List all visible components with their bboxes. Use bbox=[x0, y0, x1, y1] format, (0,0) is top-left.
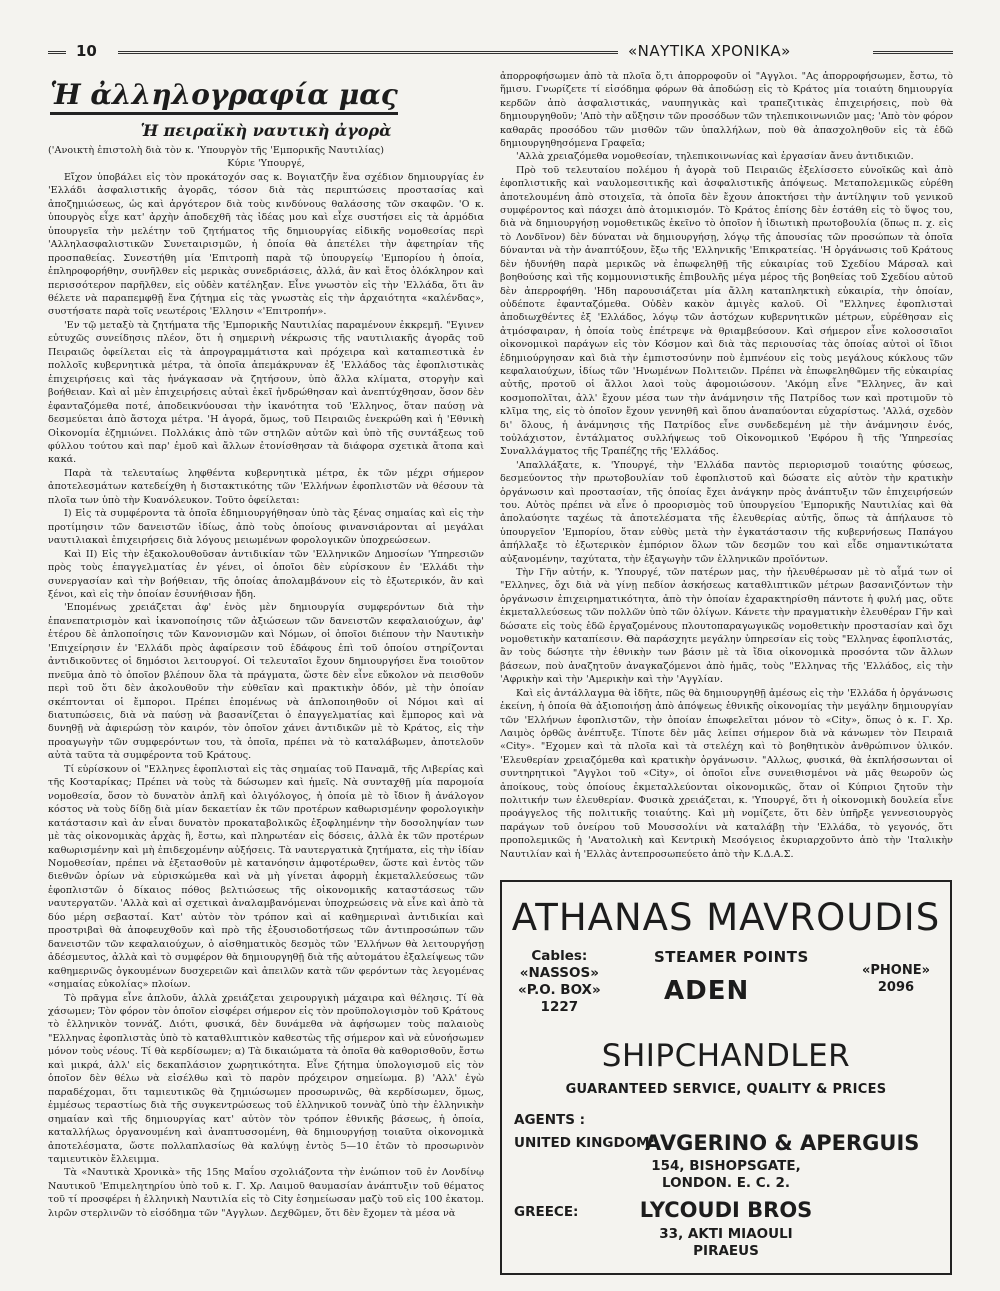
left-column bbox=[48, 70, 484, 1220]
article-body-right bbox=[500, 70, 953, 861]
paragraph: 'Αλλὰ χρειαζόμεθα νομοθεσίαν, τηλεπικοινωνίας καὶ ἐργασίαν ἄνευ ἀντιδικιῶν. bbox=[516, 151, 914, 163]
ad-po-box-value: 1227 bbox=[540, 999, 579, 1015]
paragraph: I) Εἰς τὰ συμφέροντα τὰ ὁποῖα ἐδημιουργήθησαν ὑπὸ τὰς ξένας σημαίας καὶ εἰς τὴν προτίμησιν τῶν δανειστῶν ἰδίως, ἀπὸ τοὺς ὁποίους φινανσιάρονται αἱ μεγάλαι ναυτιλιακαὶ ἐπιχειρήσεις διὰ λόγους μειωμένων φορολογικῶν ὑποχρεώσεων. bbox=[48, 508, 484, 547]
ad-greece-address bbox=[502, 1226, 950, 1260]
ad-phone-label: «PHONE» bbox=[861, 963, 930, 978]
header-rule bbox=[48, 51, 66, 54]
ad-city: ADEN bbox=[664, 976, 750, 1006]
paragraph: ἀπορροφήσωμεν ἀπὸ τὰ πλοῖα ὅ,τι ἀπορροφοῦν οἱ "Αγγλοι. "Ας ἀπορροφήσωμεν, ἔστω, τὸ ἥμισυ. Γνωρίζετε τί εἰσόδημα φόρων θὰ ἀποδώσῃ εἰς τὸ Κράτος μία τοιαύτη δημιουργία κερδῶν ἀπὸ ἀσφαλιστικάς, ναυπηγικὰς καὶ τραπεζιτικὰς ἐπιχειρήσεις, ποὺ θὰ δημιουργηθοῦν; 'Απὸ τὴν αὔξησιν τῶν προσόδων τῶν τηλεπικοινωνιῶν μας; 'Απὸ τὸν φόρον καθαρᾶς προσόδου τῶν μισθῶν τῶν ὑπαλλήλων, ποὺ θὰ ἀπασχοληθοῦν εἰς τὰ ἐδῶ δημιουργηθησόμενα Γραφεῖα; bbox=[500, 71, 953, 150]
paragraph: Παρὰ τὰ τελευταίως ληφθέντα κυβερνητικὰ μέτρα, ἐκ τῶν μέχρι σήμερον ἀποτελεσμάτων κατεδείχθη ἡ διστακτικότης τῶν 'Ελλήνων ἐφοπλιστῶν νὰ θέσουν τὰ πλοῖα των ὑπὸ τὴν Κυανόλευκον. Τοῦτο ὀφείλεται: bbox=[48, 467, 484, 506]
ad-business-type: SHIPCHANDLER bbox=[601, 1038, 851, 1074]
ad-cables-value: «NASSOS» bbox=[519, 965, 599, 981]
ad-uk-agent: AVGERINO & APERGUIS bbox=[645, 1131, 920, 1155]
salutation: Κύριε 'Υπουργέ, bbox=[227, 158, 305, 170]
ad-greece-label: GREECE: bbox=[514, 1204, 579, 1220]
article-subheading: ('Ανοικτὴ ἐπιστολὴ διὰ τὸν κ. 'Υπουργὸν τῆς 'Εμπορικῆς Ναυτιλίας) bbox=[48, 145, 385, 156]
ad-company-name: ATHANAS MAVROUDIS bbox=[511, 896, 941, 939]
page-header bbox=[48, 44, 953, 66]
page-number: 10 bbox=[76, 42, 97, 60]
paragraph: Τὸ πρᾶγμα εἶνε ἁπλοῦν, ἀλλὰ χρειάζεται χειρουργικὴ μάχαιρα καὶ θέλησις. Τί θὰ χάσωμεν; Τὸν φόρον τὸν ὁποῖον εἰσφέρει σήμερον εἰς τὸν προϋπολογισμὸν τοῦ Κράτους τὸ ἑλληνικὸν τοννάζ. Διότι, φυσικά, δὲν δυνάμεθα νὰ ἀφήσωμεν τοὺς παλαιοὺς "Ελληνας ἐφοπλιστὰς ὑπὸ τὸ καταθλιπτικὸν καθεστὼς τῆς σήμερον καὶ νὰ εὐνοήσωμεν μόνον τοὺς νέους. Τί θὰ κερδίσωμεν; α) Τὰ δικαιώματα τὰ ὁποῖα θὰ καθορισθοῦν, ἔστω καὶ μικρά, ἀλλ' εἰς δεκαπλάσιον χωρητικότητα. Εἶνε ζήτημα ὑπολογισμοῦ εἰς τὸν ὁποῖον δὲν θέλω νὰ εἰσέλθω καὶ τὸ παρὸν πρόχειρον σημείωμα. β) 'Αλλ' ἐγὼ παραδέχομαι, ὅτι ταμιευτικῶς θὰ ζημιώσωμεν προσωρινῶς, θὰ κερδίσωμεν, ὅμως, ἐμμέσως τεραστίως διὰ τῆς συγκεντρώσεως τοῦ ἑλληνικοῦ τοννὰζ ὑπὸ τὴν ἑλληνικὴν σημαίαν καὶ τῆς δημιουργίας κατ' αὐτὸν τὸν τρόπον ἐθνικῆς βάσεως, ἡ ὁποία, καταλλήλως ὀργανουμένη καὶ ἀναπτυσσομένη, θὰ δημιουργήσῃ τοιαῦτα οἰκονομικὰ ἀποτελέσματα, ὥστε πολλαπλασίως θὰ καλύψῃ ἐντὸς 5—10 ἐτῶν τὸ προσωρινὸν ταμιευτικὸν ἔλλειμμα. bbox=[48, 992, 484, 1165]
ad-steamer-points: STEAMER POINTS bbox=[654, 948, 809, 966]
paragraph: Τί εὑρίσκουν οἱ "Ελληνες ἐφοπλισταὶ εἰς τὰς σημαίας τοῦ Παναμᾶ, τῆς Λιβερίας καὶ τῆς Κοσταρίκας; Πρέπει νὰ τοὺς τὰ δώσωμεν καὶ ἡμεῖς. Νὰ συνταχθῇ μία παρομοία νομοθεσία, ὅσον τὸ δυνατὸν ἁπλῆ καὶ ὀλιγόλογος, ἡ ὁποία μὲ τὸ ἴδιον ἢ ἀνάλογον κόστος νὰ τοὺς δίδῃ διὰ μίαν δεκαετίαν ἐκ τῶν προτέρων καθωρισμένην φορολογικὴν κατάστασιν καὶ ἀν εἶναι δυνατὸν προκαταβολικῶς ἐξοφλημένην τὴν δοσοληψίαν των μὲ τὰς οἰκονομικὰς ἀρχὰς ἢ, ἔστω, καὶ πληρωτέαν εἰς δόσεις, ἀλλὰ ἐκ τῶν προτέρων καθωρισμένην καὶ μὴ ἐπιδεχομένην αὐξήσεις. Τὰ ναυτεργατικὰ ζητήματα, εἰς τὴν ἰδίαν Νομοθεσίαν, πρέπει νὰ ἐξετασθοῦν μὲ κατανόησιν ἀμφοτέρωθεν, ὥστε καὶ ἐντὸς τῶν διεθνῶν ὁρίων νὰ εὑρισκώμεθα καὶ νὰ μὴ γίνεται ἀφορμὴ ἐκμεταλλεύσεως τῶν ἐφοπλιστῶν ὁ δίκαιος πόθος βελτιώσεως τῆς οἰκονομικῆς καταστάσεως τῶν ναυτεργατῶν. 'Αλλὰ καὶ αἱ σχετικαὶ ἀναλαμβανόμεναι ὑποχρεώσεις νὰ εἶνε καὶ ἀπὸ τὰ δύο μέρη σεβασταί. Κατ' αὐτὸν τὸν τρόπον καὶ αἱ καθημεριναὶ ἀντιδικίαι καὶ προστριβαὶ θὰ ἀποφευχθοῦν καὶ πρὸ τῆς ἐξουσιοδοτήσεως τῶν ἀντιπροσώπων τῶν δανειστῶν τῶν κεφαλαιούχων, ὁ αἰσθηματικὸς δεσμὸς τῶν 'Ελλήνων θὰ λειτουργήσῃ ἀδέσμευτος, ἀλλὰ καὶ τὸ συμφέρον θὰ δημιουργηθῇ διὰ τῆς αὐτομάτου ἐξαλείψεως τῶν καθημερινῶς ὀγκουμένων δυσχερειῶν καὶ ἀπειλῶν κατὰ τῶν φερόντων τὰς λεγομένας «σημαίας εὐκολίας» πλοίων. bbox=[48, 763, 484, 991]
advertisement bbox=[500, 880, 952, 1275]
section-title: Ἡ ἀλληλογραφία μας bbox=[50, 78, 398, 115]
ad-tagline: GUARANTEED SERVICE, QUALITY & PRICES bbox=[565, 1082, 887, 1097]
ad-phone-value: 2096 bbox=[877, 980, 915, 995]
ad-phone-block bbox=[862, 962, 930, 996]
ad-greece-address-line: PIRAEUS bbox=[693, 1243, 759, 1259]
article-body-left bbox=[48, 144, 484, 1220]
paragraph: Εἴχον ὑποβάλει εἰς τὸν προκάτοχόν σας κ. Βογιατζῆν ἕνα σχέδιον δημιουργίας ἐν 'Ελλάδι ἀσφαλιστικῆς ἀγορᾶς, τόσον διὰ τὰς περιπτώσεις προστασίας καὶ ἀποζημιώσεως, ὡς καὶ ἀργότερον διὰ τοὺς κινδύνους θαλάσσης τῶν σκαφῶν. 'Ο κ. ὑπουργὸς εἶχε κατ' ἀρχὴν ἀποδεχθῆ τὰς ἰδέας μου καὶ εἶχε συστήσει εἰς τὰ ἁρμόδια ὑπουργεῖα τὴν μελέτην τοῦ ζητήματος τῆς δημιουργίας εἰδικῆς νομοθεσίας περὶ 'Αλληλασφαλιστικῶν Συνεταιρισμῶν, ἡ ὁποία θὰ ἀπετέλει τὴν ἀφετηρίαν τῆς προσπαθείας. Συνεστήθη μία 'Επιτροπὴ παρὰ τῷ ὑπουργείῳ 'Εμπορίου ἡ ὁποία, ἐπληροφορήθην, συνῆλθεν εἰς μερικὰς συνεδριάσεις, ἀλλά, ἂν καὶ ἔτος ὁλόκληρον καὶ περισσότερον παρῆλθεν, εἰς οὐδὲν κατέληξαν. Εἶνε γνωστὸν εἰς τὴν 'Ελλάδα, ὅτι ἂν θέλετε νὰ παραπεμφθῇ ἕνα ζήτημα εἰς τὰς γνωστὰς εἰς τὴν ἀρχαιότητα «καλένδας», συστήσατε παρὰ τοῖς νεωτέροις 'Ελλησιν «'Επιτροπήν». bbox=[48, 171, 484, 318]
masthead: «ΝΑΥΤΙΚΑ ΧΡΟΝΙΚΑ» bbox=[628, 42, 791, 60]
ad-uk-address bbox=[502, 1158, 950, 1192]
header-rule bbox=[118, 51, 618, 54]
header-rule bbox=[873, 51, 953, 54]
ad-greece-address-line: 33, AKTI MIAOULI bbox=[659, 1226, 793, 1242]
paragraph: 'Απαλλάξατε, κ. 'Υπουργέ, τὴν 'Ελλάδα παντὸς περιορισμοῦ τοιαύτης φύσεως, δεσμεύοντος τὴν πρωτοβουλίαν τοῦ ἐφοπλιστοῦ καὶ δώσατε εἰς αὐτὸν τὴν κρατικὴν ὀργάνωσιν καὶ προστασίαν, τῆς ὁποίας ἔχει ἀνάγκην πρὸς ἀνάπτυξιν τῶν ἐπιχειρήσεών του. Αὐτὸς πρέπει νὰ εἶνε ὁ προορισμὸς τοῦ ὑπουργείου 'Εμπορικῆς Ναυτιλίας καὶ θὰ ἀπολαύσητε ταχέως τὰ ἀποτελέσματα τῆς ἐλευθερίας αὐτῆς, ὅπως τὰ ἀπήλαυσε τὸ ὑπουργεῖον 'Εμπορίου, ὅταν εὐθὺς μετὰ τὴν ἐγκατάστασιν τῆς κυβερνήσεως Παπάγου ἀπήλλαξε τὸ ἐξωτερικὸν ἐμπόριον ὅλων τῶν δεσμῶν του καὶ εἶδε σημαντικώτατα αὐξανομένην, ταχύτατα, τὴν ἐξαγωγὴν τῶν ἑλληνικῶν προϊόντων. bbox=[500, 459, 953, 565]
ad-uk-address-line: LONDON. E. C. 2. bbox=[661, 1175, 790, 1191]
ad-po-box-label: «P.O. BOX» bbox=[518, 982, 601, 998]
paragraph: Τὴν Γῆν αὐτήν, κ. 'Υπουργέ, τῶν πατέρων μας, τὴν ἠλευθέρωσαν μὲ τὸ αἷμά των οἱ "Ελληνες, ὄχι διὰ νὰ γίνῃ πεδίον ἀσκήσεως καταθλιπτικῶν μέτρων βασανιζόντων τὴν ὀργάνωσιν ἐπιχειρηματικότητα, ἀπὸ τὴν ὁποίαν ἐχαρακτηρίσθη πάντοτε ἡ φυλή μας, οὔτε ἐκμεταλλεύσεως τῶν πολλῶν ὑπὸ τῶν ὀλίγων. Κάνετε τὴν πραγματικὴν ἐλευθέραν Γῆν καὶ δώσατε εἰς τοὺς ἐδῶ ἐργαζομένους πλουτοπαραγωγικῶς νομοθετικὴν προστασίαν καὶ ὄχι νομοθετικὴν καταπίεσιν. Θὰ παράσχητε μεγάλην ὑπηρεσίαν εἰς τοὺς "Ελληνας ἐφοπλιστάς, ἂν τοὺς δώσητε τὴν ἐθνικὴν των βάσιν μὲ τὰ ἴδια οἰκονομικὰ προσόντα τῶν ἄλλων βάσεων, ποὺ ἀναζητοῦν ἀναγκαζόμενοι ἀπὸ ἡμᾶς, τοὺς "Ελληνας τῆς 'Ελλάδος, εἰς τὴν 'Αφρικὴν καὶ τὴν 'Αμερικὴν καὶ τὴν 'Αγγλίαν. bbox=[500, 567, 953, 686]
paragraph: Πρὸ τοῦ τελευταίου πολέμου ἡ ἀγορὰ τοῦ Πειραιῶς ἐξελίσσετο εὐνοϊκῶς καὶ ἀπὸ ἐφοπλιστικῆς καὶ ναυλομεσιτικῆς καὶ ἀσφαλιστικῆς ἀπόψεως. Μεταπολεμικῶς εὑρέθη ἀποτελουμένη ἀπὸ στοιχεῖα, τὰ ὁποῖα δὲν ἔχουν ἀποκτήσει τὴν ἀντίληψιν τοῦ γενικοῦ συμφέροντος καὶ πάσχει ἀπὸ ἀτομικισμόν. Τὸ Κράτος ἐπίσης δὲν ἐστάθη εἰς τὸ ὕψος του, διὰ νὰ δημιουργήσῃ νομοθετικῶς ἐκεῖνο τὸ ὁποῖον ἡ ἰδιωτικὴ πρωτοβουλία (ὅπως π. χ. εἰς τὸ Λονδῖνον) δὲν δύναται νὰ δημιουργήσῃ, λόγῳ τῆς ἀπουσίας τῶν προσώπων τὰ ὁποῖα δύνανται νὰ τὴν ἀναπτύξουν, ἔξω τῆς 'Ελληνικῆς 'Επικρατείας. 'Η ὀργάνωσις τοῦ Κράτους δὲν ἠδυνήθη παρὰ μερικῶς νὰ ἐπωφεληθῇ τῆς εὐκαιρίας τοῦ Σχεδίου Μάρσαλ καὶ βοηθούσης καὶ τῆς κομμουνιστικῆς ἐπιβουλῆς μέγα μέρος τῆς βοηθείας τοῦ Σχεδίου αὐτοῦ δὲν ἀπερροφήθη. 'Ηδη παρουσιάζεται μία ἄλλη καταπληκτικὴ εὐκαιρία, τὴν ὁποίαν, οὐδέποτε ἐφανταζόμεθα. Οὐδὲν κακὸν ἀμιγὲς καλοῦ. Οἱ "Ελληνες ἐφοπλισταὶ ἀποδιωχθέντες ἐξ 'Ελλάδος, λόγῳ τῶν ἀστόχων κυβερνητικῶν μέτρων, εὑρέθησαν εἰς ἀτμόσφαιραν, ἡ ὁποία τοὺς ἐπέτρεψε νὰ θριαμβεύσουν. Καὶ σήμερον εἶνε κολοσσιαῖοι οἰκονομικοὶ παράγων εἰς τὸν Κόσμον καὶ διὰ τὰς περιουσίας τὰς ὁποίας αὐτοὶ οἱ ἴδιοι ἐδημιούργησαν καὶ διὰ τὴν ἐμπιστοσύνην ποὺ ἐμπνέουν εἰς τοὺς μεγάλους κύκλους τῶν κεφαλαιούχων, ἰδίως τῶν 'Ηνωμένων Πολιτειῶν. Πρέπει νὰ ἐπωφεληθῶμεν τῆς εὐκαιρίας αὐτῆς, προτοῦ οἱ ἄλλοι λαοὶ τοὺς ἀφομοιώσουν. 'Ακόμη εἶνε "Ελληνες, ἂν καὶ κοσμοπολῖται, ἀλλ' ἔχουν μέσα των τὴν ἀνάμνησιν τῆς Πατρίδος των καὶ προτιμοῦν τὸ κλῖμα της, εἰς τὸ ὁποῖον ἔχουν γεννηθῆ καὶ ὅπου ἀναπαύονται εὐχαρίστως. 'Αλλά, σχεδὸν δι' ὅλους, ἡ ἀνάμνησις τῆς Πατρίδος εἶνε συνδεδεμένη μὲ τὴν ἀνάμνησιν ἑνός, τοὐλάχιστον, ἐντάλματος συλλήψεως τοῦ Οἰκονομικοῦ 'Εφόρου ἢ τῆς 'Υπηρεσίας Συναλλάγματος τῆς Τραπέζης τῆς 'Ελλάδος. bbox=[500, 164, 953, 458]
ad-cables-label: Cables: bbox=[531, 948, 588, 964]
ad-contact-block bbox=[518, 948, 601, 1016]
ad-uk-label: UNITED KINGDOM: bbox=[514, 1135, 655, 1151]
paragraph: Καὶ II) Εἰς τὴν ἐξακολουθοῦσαν ἀντιδικίαν τῶν 'Ελληνικῶν Δημοσίων 'Υπηρεσιῶν πρὸς τοὺς ἐπαγγελματίας ἐν γένει, οἱ ὁποῖοι δὲν εὑρίσκουν ἐν 'Ελλάδι τὴν συνεργασίαν καὶ τὴν βοήθειαν, τῆς ὁποίας ἀπολαμβάνουν εἰς τὸ ἐξωτερικόν, ἂν καὶ ξένοι, καὶ εἰς τὴν ὁποίαν ἐσυνήθισαν ἤδη. bbox=[48, 548, 484, 600]
paragraph: Καὶ εἰς ἀντάλλαγμα θὰ ἰδῆτε, πῶς θὰ δημιουργηθῇ ἀμέσως εἰς τὴν 'Ελλάδα ἡ ὀργάνωσις ἐκείνη, ἡ ὁποία θὰ ἀξιοποιήσῃ ἀπὸ ἀπόψεως ἐθνικῆς οἰκονομίας τὴν μεγάλην δημιουργίαν τῶν 'Ελλήνων ἐφοπλιστῶν, τὴν ὁποίαν ἐπωφελεῖται μόνον τὸ «City», ὅπως ὁ κ. Γ. Χρ. Λαιμὸς ὀρθῶς ἀνέπτυξε. Τίποτε δὲν μᾶς λείπει σήμερον διὰ νὰ κάνωμεν τὸν Πειραιᾶ «City». "Εχομεν καὶ τὰ πλοῖα καὶ τὰ στελέχη καὶ τὸ βοηθητικὸν ἀνθρώπινον ὑλικόν. 'Ελευθερίαν χρειαζόμεθα καὶ κρατικὴν ὀργάνωσιν. "Αλλως, φυσικά, θὰ ἐκπλήσσωνται οἱ συντηρητικοὶ "Αγγλοι τοῦ «City», οἱ ὁποῖοι εἶνε συνειθισμένοι νὰ μᾶς θεωροῦν ὡς ἀποίκους, τοὺς ὁποίους ἐκμεταλλεύονται οἰκονομικῶς, ὅταν οἱ Κύπριοι ζητοῦν τὴν πολιτικήν των ἐλευθερίαν. Φυσικὰ χρειάζεται, κ. 'Υπουργέ, ὅτι ἡ οἰκονομικὴ δουλεία εἶνε προάγγελος τῆς πολιτικῆς τοιαύτης. Καὶ μὴ νομίζετε, ὅτι δὲν ὑπῆρξε γεννεσιουργὸς παράγων τοῦ ὀνείρου τοῦ Μουσσολίνι νὰ καταλάβῃ τὴν 'Ελλάδα, τὸ γεγονός, ὅτι προπολεμικῶς ἡ 'Ανατολικὴ καὶ Κεντρικὴ Μεσόγειος ἐκυριαρχοῦντο ἀπὸ τὴν 'Ιταλικὴν Ναυτιλίαν καὶ ἡ 'Ελλὰς ἀντεπροσωπεύετο ἀπὸ τὴν Κ.Δ.Α.Σ. bbox=[500, 687, 953, 860]
ad-uk-address-line: 154, BISHOPSGATE, bbox=[651, 1158, 801, 1174]
paragraph: 'Εν τῷ μεταξὺ τὰ ζητήματα τῆς 'Εμπορικῆς Ναυτιλίας παραμένουν ἐκκρεμῆ. "Εγινεν εὐτυχῶς συνείδησις πλέον, ὅτι ἡ σημερινὴ νέκρωσις τῆς ναυτιλιακῆς ἀγορᾶς τοῦ Πειραιῶς ὀφείλεται εἰς τὰ ἀπρογραμμάτιστα καὶ πρόχειρα καὶ καταπιεστικὰ ἐν πολλοῖς κυβερνητικὰ μέτρα, τὰ ὁποῖα ἀπεμάκρυναν ἐξ 'Ελλάδος τὰς ἐφοπλιστικὰς ἐπιχειρήσεις καὶ τὰς ἠνάγκασαν νὰ ζητήσουν, ὑπὸ ἄλλα κλίματα, στοργὴν καὶ βοήθειαν. Καὶ αἱ μὲν ἐπιχειρήσεις αὐταὶ ἐκεῖ ἠνδρώθησαν καὶ ἀνεπτύχθησαν, ὅσον δὲν ἐφανταζόμεθα ποτέ, ἀποδεικνύουσαι τὴν ἱκανότητα τοῦ 'Ελληνος, ὅταν παύσῃ νὰ δεσμεύεται ἀπὸ ἄστοχα μέτρα. 'Η ἀγορά, ὅμως, τοῦ Πειραιῶς ἐνεκρώθη καὶ ἡ 'Εθνικὴ Οἰκονομία ἐζημιώνει. Πολλάκις ἀπὸ τῶν στηλῶν αὐτῶν καὶ ὑπὸ τῆς συντάξεως τοῦ φύλλου τούτου καὶ παρ' ἐμοῦ καὶ ἄλλων ἐτονίσθησαν τὰ διάφορα σχετικὰ ἄτοπα καὶ κακά. bbox=[48, 319, 484, 466]
paragraph: 'Επομένως χρειάζεται ἀφ' ἑνὸς μὲν δημιουργία συμφερόντων διὰ τὴν ἐπανεπατρισμὸν καὶ ἱκανοποίησις τῶν ἀξιώσεων τῶν δανειστῶν κεφαλαιούχων, ἀφ' ἑτέρου δὲ ἀπλοποίησις τῶν Κανονισμῶν καὶ Νόμων, οἱ ὁποῖοι διέπουν τὴν Ναυτικὴν 'Επιχείρησιν ἐν 'Ελλάδι πρὸς ἀφαίρεσιν τοῦ ἐδάφους ἐπὶ τοῦ ὁποίου στηρίζονται ἀντιδικοῦντες οἱ δημόσιοι λειτουργοί. Οἱ τελευταῖοι ἔχουν δημιουργήσει ἕνα τοιοῦτον πνεῦμα ἀπὸ τὸ ὁποῖον βλέπουν ὅλα τὰ πράγματα, ὥστε δὲν εἶνε εὔκολον νὰ πεισθοῦν περὶ τοῦ ὅτι δὲν ἀκολουθοῦν τὴν εὐθεῖαν καὶ πρακτικὴν ὁδόν, μὲ τὴν ὁποίαν σκέπτονται οἱ ἔμποροι. Πρέπει ἐπομένως νὰ ἁπλοποιηθοῦν οἱ Νόμοι καὶ αἱ διατυπώσεις, διὰ νὰ παύσῃ νὰ βασανίζεται ὁ ἐπαγγελματίας καὶ ἔμπορος καὶ νὰ δυνηθῇ νὰ ἀφιερώσῃ τὸν καιρόν, τὸν ὁποῖον χάνει ἀντιδικῶν μὲ τὸ Κράτος, εἰς τὴν προαγωγὴν τῶν συμφερόντων του, τὰ ὁποῖα, πρέπει νὰ τὸ καταλάβωμεν, ἀποτελοῦν αὐτὰ ταῦτα τὰ συμφέροντα τοῦ Κράτους. bbox=[48, 602, 484, 762]
ad-greece-agent: LYCOUDI BROS bbox=[639, 1198, 813, 1222]
right-column bbox=[500, 70, 953, 861]
ad-agents-label: AGENTS : bbox=[514, 1112, 586, 1128]
article-title: Ἡ πειραϊκὴ ναυτικὴ ἀγορὰ bbox=[140, 121, 392, 140]
paragraph: Τὰ «Ναυτικὰ Χρονικὰ» τῆς 15ης Μαΐου σχολιάζοντα τὴν ἐνώπιον τοῦ ἐν Λονδίνῳ Ναυτικοῦ 'Επιμελητηρίου ὑπὸ τοῦ κ. Γ. Χρ. Λαιμοῦ θαυμασίαν ἀνάπτυξιν τοῦ θέματος τοῦ τί προσφέρει ἡ ἑλληνικὴ Ναυτιλία εἰς τὸ City ἐσημείωσαν μαζὺ τοῦ εἰς 100 ἑκατομ. λιρῶν στερλινῶν τὸ εἰσόδημα τῶν "Αγγλων. Δεχθῶμεν, ὅτι δὲν ἔχομεν τὰ μέσα νὰ bbox=[48, 1167, 484, 1219]
